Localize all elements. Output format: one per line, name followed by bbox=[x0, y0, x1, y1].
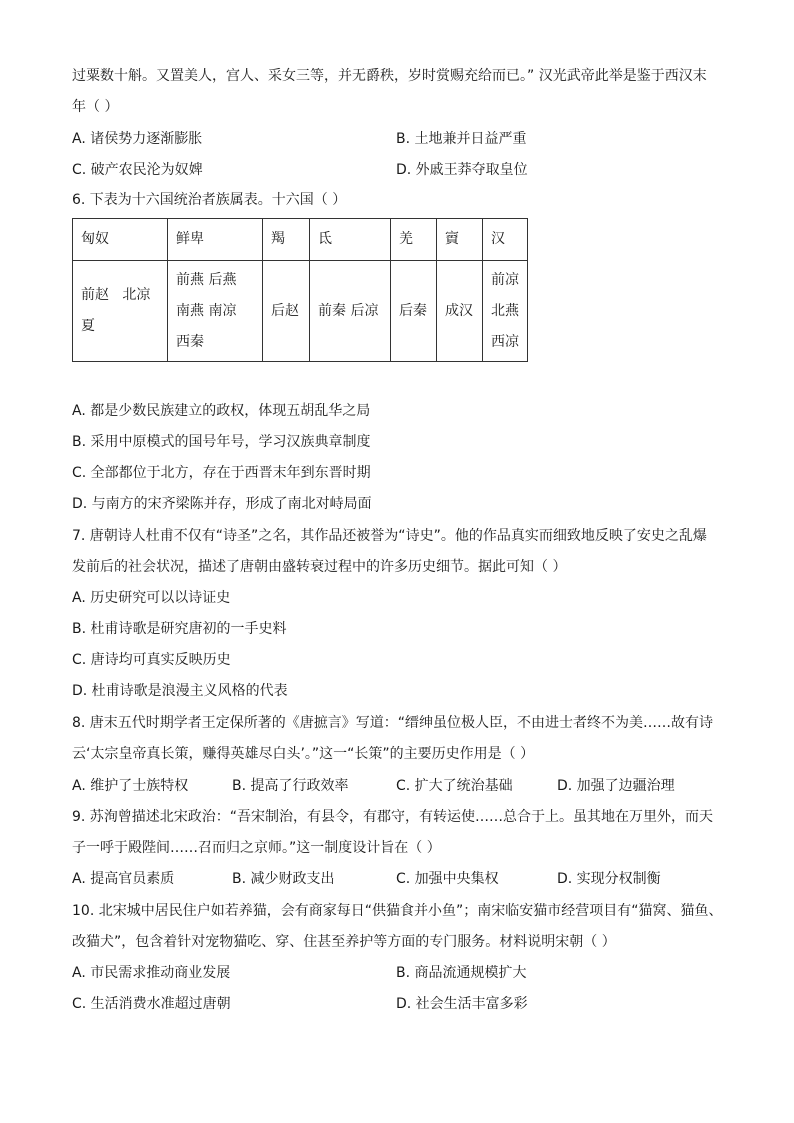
q5-option-c[interactable]: C. 破产农民沦为奴婢 bbox=[72, 162, 203, 178]
q5-stem-line-2: 年（ ） bbox=[72, 99, 119, 115]
table-header-row bbox=[73, 219, 528, 261]
q8-stem-line-1: 8. 唐末五代时期学者王定保所著的《唐摭言》写道：“缙绅虽位极人臣，不由进士者终不为美……故有诗 bbox=[72, 715, 714, 731]
table-header-cell: 匈奴 bbox=[73, 219, 168, 261]
cell-line: 西秦 bbox=[176, 333, 204, 350]
table-header-cell: 鲜卑 bbox=[168, 219, 263, 261]
table-row bbox=[73, 261, 528, 362]
q10-option-b[interactable]: B. 商品流通规模扩大 bbox=[396, 965, 527, 981]
cell-line: 成汉 bbox=[445, 302, 473, 319]
table-header-cell: 羌 bbox=[391, 219, 437, 261]
table-header-cell: 氐 bbox=[310, 219, 391, 261]
cell-line: 前凉 bbox=[491, 271, 519, 288]
q6-option-b[interactable]: B. 采用中原模式的国号年号，学习汉族典章制度 bbox=[72, 434, 371, 450]
q6-option-a[interactable]: A. 都是少数民族建立的政权，体现五胡乱华之局 bbox=[72, 403, 371, 419]
q9-option-c[interactable]: C. 加强中央集权 bbox=[396, 871, 499, 887]
q9-option-d[interactable]: D. 实现分权制衡 bbox=[557, 871, 661, 887]
q8-option-b[interactable]: B. 提高了行政效率 bbox=[232, 778, 349, 794]
table-cell-cong bbox=[437, 261, 483, 362]
cell-line: 夏 bbox=[81, 318, 95, 334]
cell-line: 南燕 南凉 bbox=[176, 302, 237, 319]
q10-option-a[interactable]: A. 市民需求推动商业发展 bbox=[72, 965, 231, 981]
table-header-cell: 羯 bbox=[263, 219, 310, 261]
cell-line: 前秦 后凉 bbox=[318, 302, 379, 319]
cell-line: 前赵 北凉 bbox=[81, 287, 151, 303]
q6-option-d[interactable]: D. 与南方的宋齐梁陈并存，形成了南北对峙局面 bbox=[72, 496, 372, 512]
q8-option-d[interactable]: D. 加强了边疆治理 bbox=[557, 778, 675, 794]
q10-option-d[interactable]: D. 社会生活丰富多彩 bbox=[396, 996, 528, 1012]
q6-stem: 6. 下表为十六国统治者族属表。十六国（ ） bbox=[72, 192, 347, 208]
q7-stem-line-2: 发前后的社会状况，描述了唐朝由盛转衰过程中的许多历史细节。据此可知（ ） bbox=[72, 559, 567, 575]
q9-stem-line-2: 子一呼于殿陛间……召而归之京师。”这一制度设计旨在（ ） bbox=[72, 840, 441, 856]
q7-option-d[interactable]: D. 杜甫诗歌是浪漫主义风格的代表 bbox=[72, 683, 288, 699]
q8-option-a[interactable]: A. 维护了士族特权 bbox=[72, 778, 189, 794]
q5-option-b[interactable]: B. 土地兼并日益严重 bbox=[396, 131, 527, 147]
q5-stem-line-1: 过粟数十斛。又置美人，宫人、采女三等，并无爵秩，岁时赏赐充给而已。” 汉光武帝此举是鉴于西汉末 bbox=[72, 68, 707, 84]
q8-stem-line-2: 云‘太宗皇帝真长策，赚得英雄尽白头’。”这一“长策”的主要历史作用是（ ） bbox=[72, 746, 535, 762]
ethnicity-table bbox=[72, 218, 528, 362]
table-header-cell: 汉 bbox=[483, 219, 528, 261]
table-cell-xianbei bbox=[168, 261, 263, 362]
table-cell-qiang bbox=[391, 261, 437, 362]
q7-stem-line-1: 7. 唐朝诗人杜甫不仅有“诗圣”之名，其作品还被誉为“诗史”。他的作品真实而细致地反映了安史之乱爆 bbox=[72, 528, 707, 544]
q5-option-d[interactable]: D. 外戚王莽夺取皇位 bbox=[396, 162, 528, 178]
cell-line: 前燕 后燕 bbox=[176, 271, 237, 288]
table-cell-di bbox=[310, 261, 391, 362]
q9-stem-line-1: 9. 苏洵曾描述北宋政治：“吾宋制治，有县令，有郡守，有转运使……总合于上。虽其地在万里外，而天 bbox=[72, 809, 714, 825]
cell-line: 西凉 bbox=[491, 333, 519, 350]
q9-option-a[interactable]: A. 提高官员素质 bbox=[72, 871, 175, 887]
q6-option-c[interactable]: C. 全部都位于北方，存在于西晋末年到东晋时期 bbox=[72, 465, 371, 481]
table-cell-han bbox=[483, 261, 528, 362]
q10-option-c[interactable]: C. 生活消费水准超过唐朝 bbox=[72, 996, 231, 1012]
q7-option-a[interactable]: A. 历史研究可以以诗证史 bbox=[72, 590, 231, 606]
table-cell-xiongnu bbox=[73, 261, 168, 362]
q10-stem-line-2: 改猫犬”，包含着针对宠物猫吃、穿、住甚至养护等方面的专门服务。材料说明宋朝（ ） bbox=[72, 934, 616, 950]
cell-line: 后赵 bbox=[271, 302, 299, 319]
cell-line: 后秦 bbox=[399, 302, 427, 319]
cell-line: 北燕 bbox=[491, 302, 519, 319]
q7-option-b[interactable]: B. 杜甫诗歌是研究唐初的一手史料 bbox=[72, 621, 287, 637]
q9-option-b[interactable]: B. 减少财政支出 bbox=[232, 871, 335, 887]
q5-option-a[interactable]: A. 诸侯势力逐渐膨胀 bbox=[72, 131, 203, 147]
q7-option-c[interactable]: C. 唐诗均可真实反映历史 bbox=[72, 652, 231, 668]
q8-option-c[interactable]: C. 扩大了统治基础 bbox=[396, 778, 513, 794]
table-header-cell: 賨 bbox=[437, 219, 483, 261]
q10-stem-line-1: 10. 北宋城中居民住户如若养猫，会有商家每日“供猫食并小鱼”；南宋临安猫市经营项目有“猫窝、猫鱼、 bbox=[72, 903, 723, 919]
table-cell-jie bbox=[263, 261, 310, 362]
